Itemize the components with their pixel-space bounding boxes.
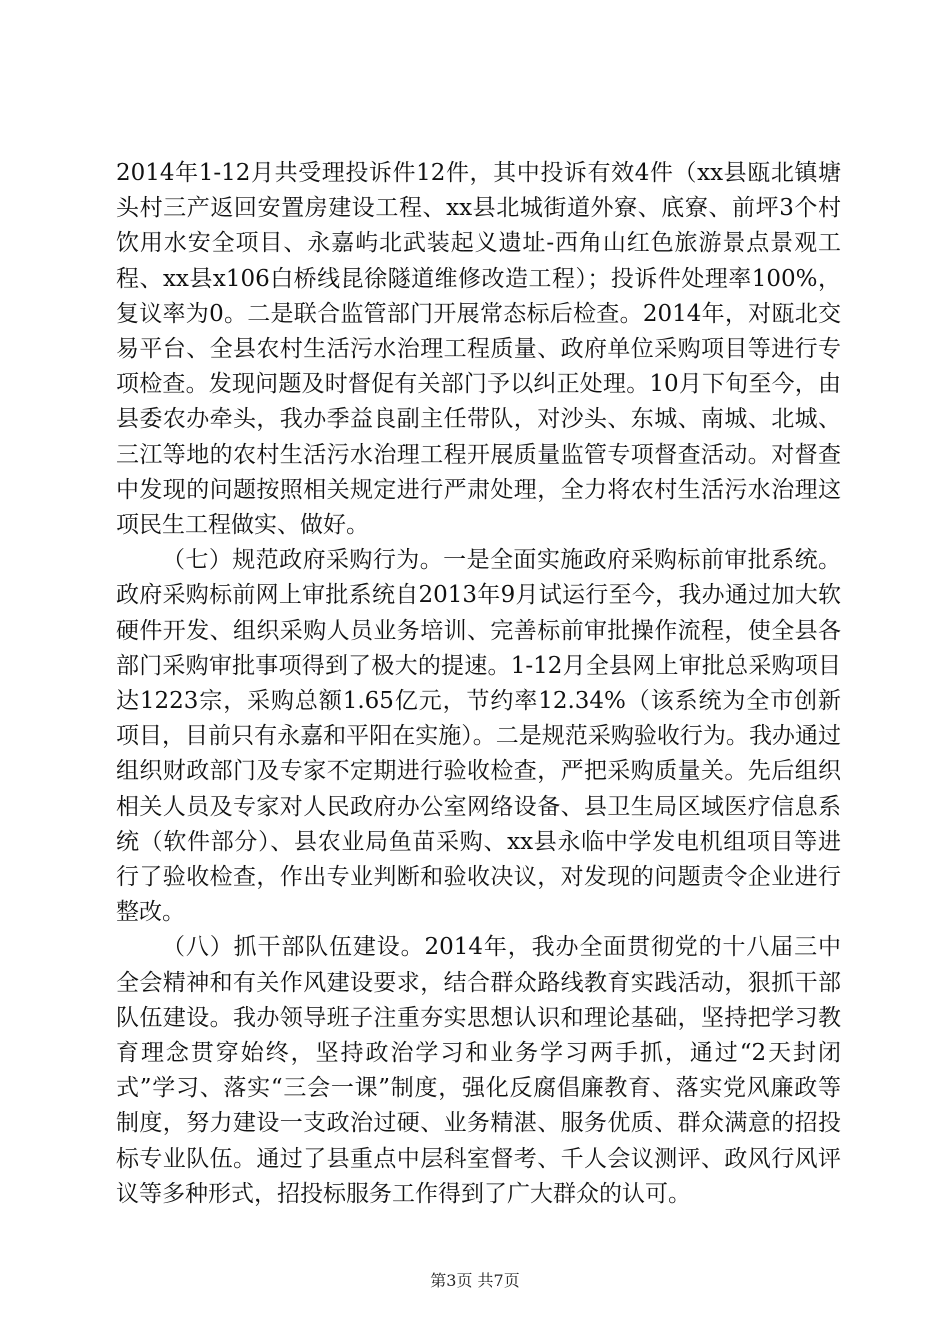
paragraph-complaints: 2014年1-12月共受理投诉件12件，其中投诉有效4件（xx县瓯北镇塘头村三产返回安置房建设工程、xx县北城街道外寮、底寮、前坪3个村饮用水安全项目、永嘉屿北武装起义遗址-西角山红色旅游景点景观工程、xx县x106白桥线昆徐隧道维修改造工程）；投诉件处理率100%，复议率为0。二是联合监管部门开展常态标后检查。2014年，对瓯北交易平台、全县农村生活污水治理工程质量、政府单位采购项目等进行专项检查。发现问题及时督促有关部门予以纠正处理。10月下旬至今，由县委农办牵头，我办季益良副主任带队，对沙头、东城、南城、北城、三江等地的农村生活污水治理工程开展质量监管专项督查活动。对督查中发现的问题按照相关规定进行严肃处理，全力将农村生活污水治理这项民生工程做实、做好。: [116, 160, 842, 539]
document-body: [116, 156, 841, 1212]
paragraph-procurement: （七）规范政府采购行为。一是全面实施政府采购标前审批系统。政府采购标前网上审批系统自2013年9月试运行至今，我办通过加大软硬件开发、组织采购人员业务培训、完善标前审批操作流程，使全县各部门采购审批事项得到了极大的提速。1-12月全县网上审批总采购项目达1223宗，采购总额1.65亿元，节约率12.34%（该系统为全市创新项目，目前只有永嘉和平阳在实施）。二是规范采购验收行为。我办通过组织财政部门及专家不定期进行验收检查，严把采购质量关。先后组织相关人员及专家对人民政府办公室网络设备、县卫生局区域医疗信息系统（软件部分）、县农业局鱼苗采购、xx县永临中学发电机组项目等进行了验收检查，作出专业判断和验收决议，对发现的问题责令企业进行整改。: [116, 547, 841, 926]
page-number-footer: 第3页 共7页: [430, 1271, 520, 1290]
paragraph-team-building: （八）抓干部队伍建设。2014年，我办全面贯彻党的十八届三中全会精神和有关作风建设要求，结合群众路线教育实践活动，狠抓干部队伍建设。我办领导班子注重夯实思想认识和理论基础，坚持把学习教育理念贯穿始终，坚持政治学习和业务学习两手抓，通过“2天封闭式”学习、落实“三会一课”制度，强化反腐倡廉教育、落实党风廉政等制度，努力建设一支政治过硬、业务精湛、服务优质、群众满意的招投标专业队伍。通过了县重点中层科室督考、千人会议测评、政风行风评议等多种形式，招投标服务工作得到了广大群众的认可。: [116, 934, 841, 1207]
